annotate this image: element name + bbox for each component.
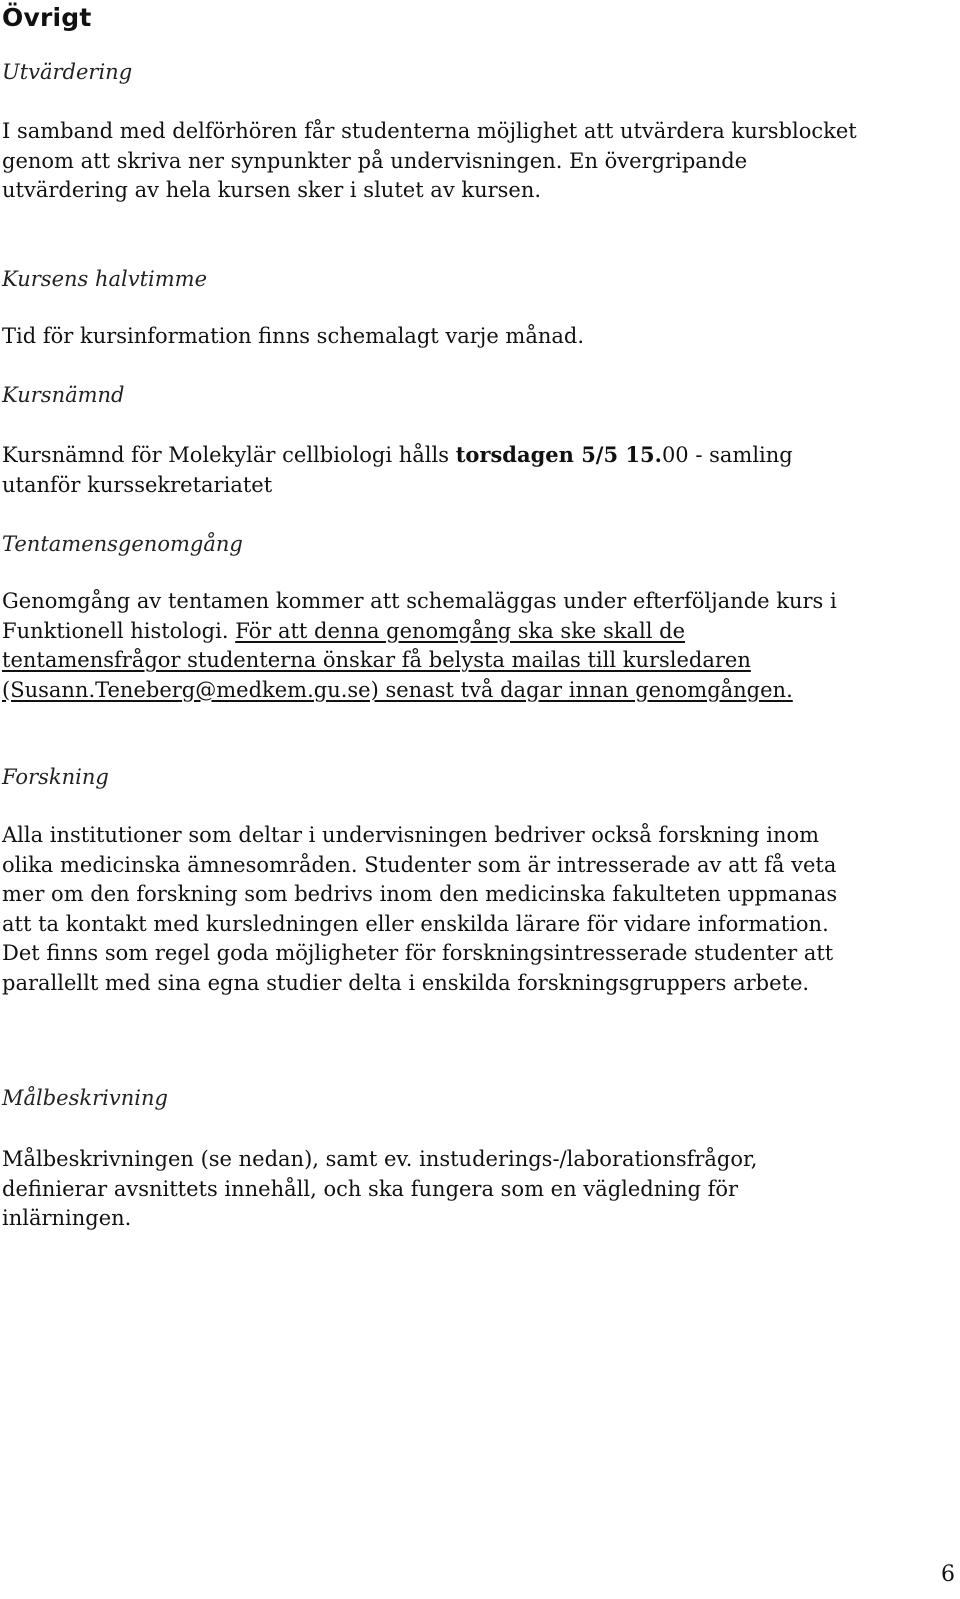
underlined-text-line: (Susann.Teneberg@medkem.gu.se) senast två dagar innan genomgången. xyxy=(2,677,793,702)
text-line: olika medicinska ämnesområden. Studenter som är intresserade av att få veta xyxy=(2,852,837,877)
subheading-forskning: Forskning xyxy=(2,765,109,789)
text-line: genom att skriva ner synpunkter på undervisningen. En övergripande xyxy=(2,148,748,173)
text-line: Det finns som regel goda möjligheter för forskningsintresserade studenter att xyxy=(2,941,834,965)
meeting-date: torsdagen 5/5 15. xyxy=(455,442,662,467)
subheading-tentamen: Tentamensgenomgång xyxy=(2,532,243,556)
text-line: mer om den forskning som bedrivs inom den medicinska fakulteten uppmanas xyxy=(2,882,838,906)
text-line: att ta kontakt med kursledningen eller enskilda lärare för vidare information. xyxy=(2,911,829,936)
text-line xyxy=(2,617,837,647)
paragraph-forskning xyxy=(2,821,837,998)
text-line: parallellt med sina egna studier delta i enskilda forskningsgruppers arbete. xyxy=(2,970,810,995)
text-line xyxy=(2,440,793,471)
subheading-utvardering: Utvärdering xyxy=(2,60,133,84)
paragraph-tentamen xyxy=(2,587,837,705)
text-line: Tid för kursinformation finns schemalagt varje månad. xyxy=(2,324,585,348)
text-run: Funktionell histologi. xyxy=(2,618,236,643)
text-line: inlärningen. xyxy=(2,1206,132,1230)
text-line: I samband med delförhören får studenterna möjlighet att utvärdera kursblocket xyxy=(2,119,857,143)
paragraph-malbeskrivning xyxy=(2,1145,757,1234)
text-line: utanför kurssekretariatet xyxy=(2,472,273,497)
subheading-kursnamnd: Kursnämnd xyxy=(2,383,125,407)
subheading-malbeskrivning: Målbeskrivning xyxy=(2,1086,168,1110)
text-line: Målbeskrivningen (se nedan), samt ev. instuderings-/laborationsfrågor, xyxy=(2,1147,758,1171)
page-number: 6 xyxy=(941,1562,955,1587)
underlined-text: För att denna genomgång ska ske skall de xyxy=(235,618,686,643)
section-heading: Övrigt xyxy=(2,3,92,32)
text-run: 00 - samling xyxy=(661,443,793,467)
paragraph-halvtimme xyxy=(2,322,584,352)
text-line: definierar avsnittets innehåll, och ska fungera som en vägledning för xyxy=(2,1176,739,1201)
text-line: Genomgång av tentamen kommer att schemaläggas under efterföljande kurs i xyxy=(2,589,837,613)
subheading-halvtimme: Kursens halvtimme xyxy=(2,267,208,291)
text-line: utvärdering av hela kursen sker i slutet av kursen. xyxy=(2,178,542,202)
text-run: Kursnämnd för Molekylär cellbiologi hålls xyxy=(2,443,456,467)
underlined-text-line: tentamensfrågor studenterna önskar få belysta mailas till kursledaren xyxy=(2,648,751,672)
paragraph-kursnamnd xyxy=(2,440,793,500)
paragraph-utvardering xyxy=(2,117,857,206)
text-line: Alla institutioner som deltar i undervisningen bedriver också forskning inom xyxy=(2,823,820,847)
